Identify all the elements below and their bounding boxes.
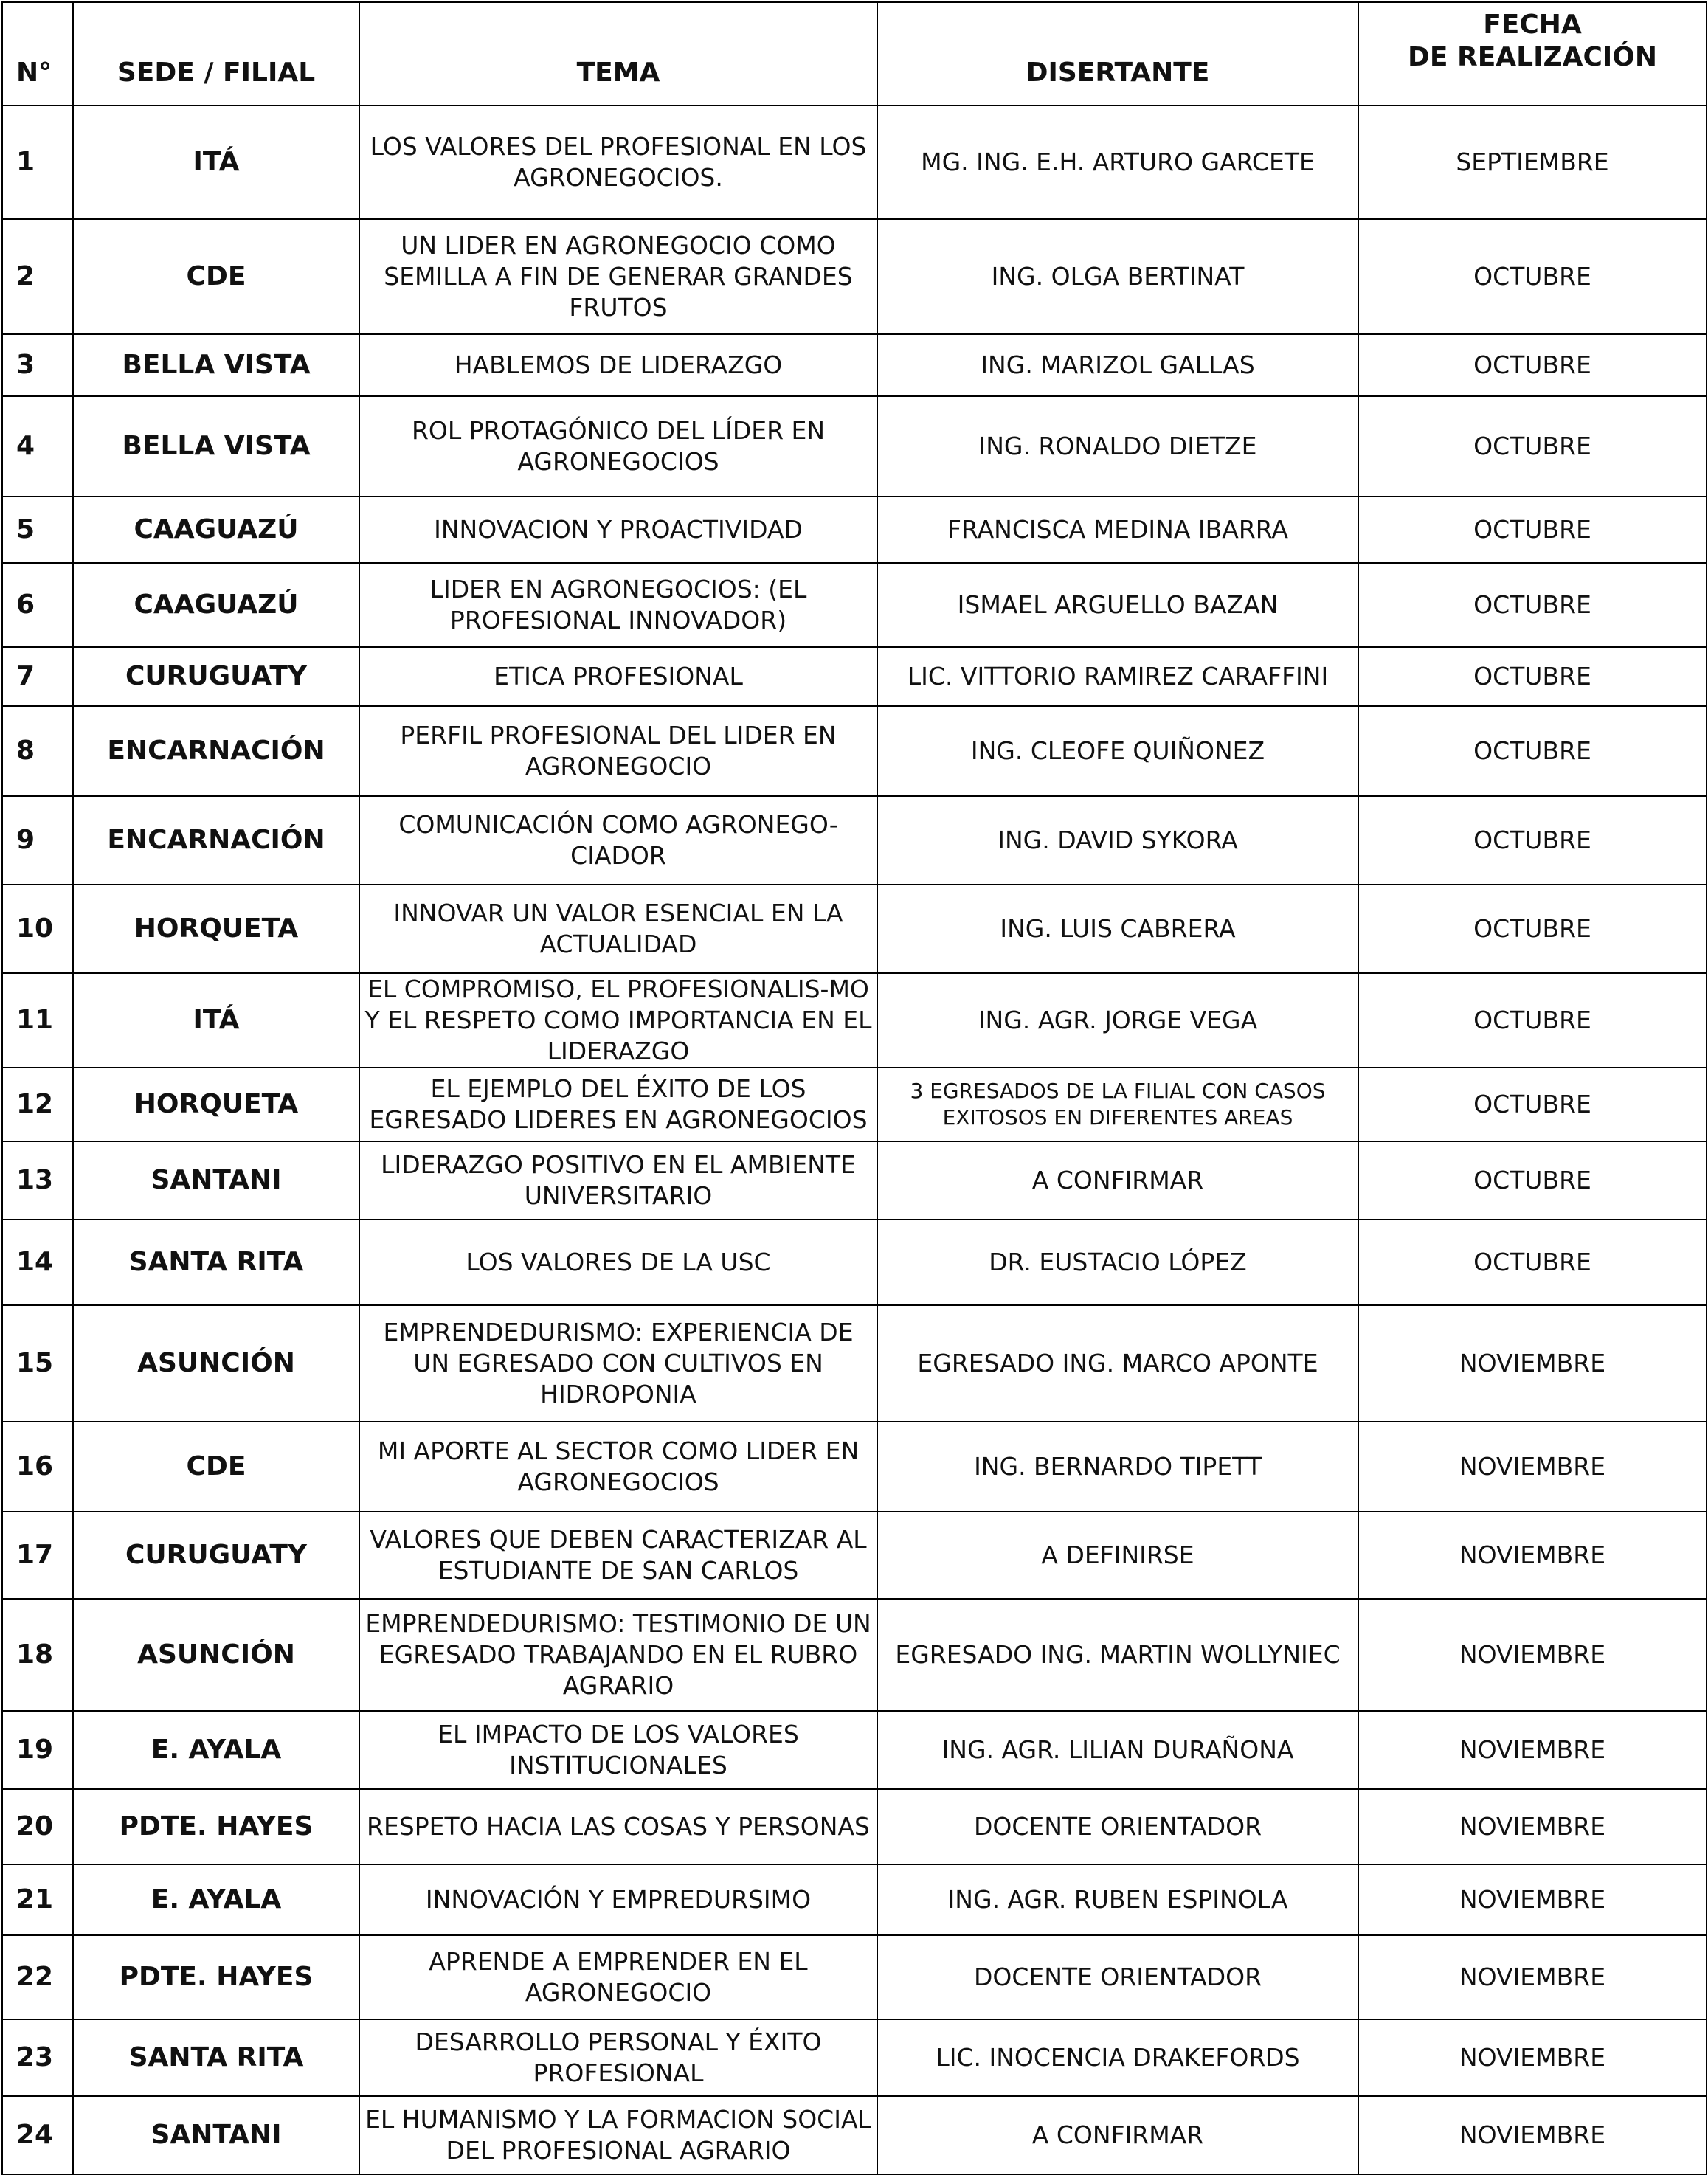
row-number: 15 [2,1305,73,1422]
row-sede: SANTA RITA [73,1220,359,1305]
row-tema: EL IMPACTO DE LOS VALORES INSTITUCIONALES [359,1711,877,1789]
row-number: 22 [2,1935,73,2019]
row-disertante: A DEFINIRSE [877,1512,1358,1599]
row-fecha: OCTUBRE [1358,1141,1707,1220]
row-disertante: ING. DAVID SYKORA [877,796,1358,885]
row-tema: ETICA PROFESIONAL [359,647,877,706]
row-sede: CAAGUAZÚ [73,563,359,647]
header-fecha [1358,2,1707,106]
table-row [2,106,1707,219]
row-sede: BELLA VISTA [73,396,359,497]
row-tema: RESPETO HACIA LAS COSAS Y PERSONAS [359,1789,877,1864]
row-sede: ENCARNACIÓN [73,796,359,885]
table-row [2,1789,1707,1864]
table-row [2,1599,1707,1711]
table-row [2,396,1707,497]
schedule-table [1,1,1707,2175]
table-row [2,219,1707,334]
table-row [2,1068,1707,1141]
row-number: 6 [2,563,73,647]
row-fecha: OCTUBRE [1358,563,1707,647]
row-tema: INNOVAR UN VALOR ESENCIAL EN LA ACTUALIDAD [359,885,877,973]
table-row [2,1141,1707,1220]
row-fecha: NOVIEMBRE [1358,2096,1707,2174]
header-sede: SEDE / FILIAL [73,2,359,106]
row-number: 17 [2,1512,73,1599]
row-number: 7 [2,647,73,706]
row-tema: INNOVACION Y PROACTIVIDAD [359,497,877,563]
table-row [2,973,1707,1068]
row-disertante: ING. AGR. RUBEN ESPINOLA [877,1864,1358,1935]
row-fecha: NOVIEMBRE [1358,1864,1707,1935]
row-sede: CDE [73,1422,359,1512]
row-fecha: NOVIEMBRE [1358,1599,1707,1711]
row-sede: CAAGUAZÚ [73,497,359,563]
row-sede: HORQUETA [73,885,359,973]
table-row [2,497,1707,563]
row-sede: ITÁ [73,973,359,1068]
row-fecha: OCTUBRE [1358,885,1707,973]
row-disertante: ING. BERNARDO TIPETT [877,1422,1358,1512]
row-fecha: OCTUBRE [1358,1220,1707,1305]
table-row [2,1512,1707,1599]
row-disertante: ING. LUIS CABRERA [877,885,1358,973]
row-fecha: NOVIEMBRE [1358,1512,1707,1599]
row-fecha: NOVIEMBRE [1358,2019,1707,2096]
row-fecha: OCTUBRE [1358,706,1707,796]
row-sede: CDE [73,219,359,334]
header-tema: TEMA [359,2,877,106]
row-disertante: FRANCISCA MEDINA IBARRA [877,497,1358,563]
row-fecha: NOVIEMBRE [1358,1935,1707,2019]
row-tema: LOS VALORES DE LA USC [359,1220,877,1305]
row-number: 14 [2,1220,73,1305]
row-tema: INNOVACIÓN Y EMPREDURSIMO [359,1864,877,1935]
row-number: 5 [2,497,73,563]
row-sede: ASUNCIÓN [73,1599,359,1711]
row-sede: BELLA VISTA [73,334,359,396]
row-sede: HORQUETA [73,1068,359,1141]
row-tema: EMPRENDEDURISMO: EXPERIENCIA DE UN EGRESADO CON CULTIVOS EN HIDROPONIA [359,1305,877,1422]
header-fecha-line2: DE REALIZACIÓN [1407,42,1658,72]
row-fecha: NOVIEMBRE [1358,1422,1707,1512]
row-number: 10 [2,885,73,973]
table-row [2,796,1707,885]
row-tema: DESARROLLO PERSONAL Y ÉXITO PROFESIONAL [359,2019,877,2096]
row-sede: SANTANI [73,2096,359,2174]
row-tema: LOS VALORES DEL PROFESIONAL EN LOS AGRONEGOCIOS. [359,106,877,219]
table-row [2,334,1707,396]
row-number: 8 [2,706,73,796]
row-tema: EMPRENDEDURISMO: TESTIMONIO DE UN EGRESADO TRABAJANDO EN EL RUBRO AGRARIO [359,1599,877,1711]
table-row [2,706,1707,796]
row-disertante: DOCENTE ORIENTADOR [877,1935,1358,2019]
row-sede: ASUNCIÓN [73,1305,359,1422]
row-number: 9 [2,796,73,885]
row-number: 11 [2,973,73,1068]
table-row [2,2019,1707,2096]
row-sede: PDTE. HAYES [73,1935,359,2019]
row-disertante: ISMAEL ARGUELLO BAZAN [877,563,1358,647]
row-tema: LIDERAZGO POSITIVO EN EL AMBIENTE UNIVERSITARIO [359,1141,877,1220]
row-sede: CURUGUATY [73,1512,359,1599]
row-number: 21 [2,1864,73,1935]
row-sede: E. AYALA [73,1711,359,1789]
row-disertante: EGRESADO ING. MARCO APONTE [877,1305,1358,1422]
table-row [2,563,1707,647]
row-disertante: ING. MARIZOL GALLAS [877,334,1358,396]
table-row [2,647,1707,706]
row-sede: ENCARNACIÓN [73,706,359,796]
row-tema: EL EJEMPLO DEL ÉXITO DE LOS EGRESADO LIDERES EN AGRONEGOCIOS [359,1068,877,1141]
row-number: 18 [2,1599,73,1711]
row-tema: EL COMPROMISO, EL PROFESIONALIS-MO Y EL RESPETO COMO IMPORTANCIA EN EL LIDERAZGO [359,973,877,1068]
row-fecha: OCTUBRE [1358,796,1707,885]
row-sede: ITÁ [73,106,359,219]
row-number: 13 [2,1141,73,1220]
row-disertante: LIC. INOCENCIA DRAKEFORDS [877,2019,1358,2096]
row-tema: APRENDE A EMPRENDER EN EL AGRONEGOCIO [359,1935,877,2019]
row-tema: VALORES QUE DEBEN CARACTERIZAR AL ESTUDIANTE DE SAN CARLOS [359,1512,877,1599]
row-sede: E. AYALA [73,1864,359,1935]
row-tema: COMUNICACIÓN COMO AGRONEGO-CIADOR [359,796,877,885]
row-tema: MI APORTE AL SECTOR COMO LIDER EN AGRONEGOCIOS [359,1422,877,1512]
header-fecha-line1: FECHA [1483,10,1582,40]
table-row [2,1305,1707,1422]
row-fecha: OCTUBRE [1358,647,1707,706]
row-disertante: ING. AGR. JORGE VEGA [877,973,1358,1068]
table-row [2,2096,1707,2174]
row-number: 20 [2,1789,73,1864]
row-disertante: DOCENTE ORIENTADOR [877,1789,1358,1864]
row-disertante: ING. CLEOFE QUIÑONEZ [877,706,1358,796]
row-number: 23 [2,2019,73,2096]
row-fecha: OCTUBRE [1358,396,1707,497]
row-fecha: OCTUBRE [1358,973,1707,1068]
row-number: 3 [2,334,73,396]
row-tema: LIDER EN AGRONEGOCIOS: (EL PROFESIONAL INNOVADOR) [359,563,877,647]
row-sede: PDTE. HAYES [73,1789,359,1864]
row-disertante: LIC. VITTORIO RAMIREZ CARAFFINI [877,647,1358,706]
table-row [2,885,1707,973]
table-row [2,1422,1707,1512]
header-num: N° [2,2,73,106]
row-disertante: ING. AGR. LILIAN DURAÑONA [877,1711,1358,1789]
header-disertante: DISERTANTE [877,2,1358,106]
row-fecha: OCTUBRE [1358,1068,1707,1141]
row-sede: SANTA RITA [73,2019,359,2096]
row-disertante: ING. RONALDO DIETZE [877,396,1358,497]
table-row [2,1864,1707,1935]
row-number: 12 [2,1068,73,1141]
row-disertante: 3 EGRESADOS DE LA FILIAL CON CASOS EXITOSOS EN DIFERENTES AREAS [877,1068,1358,1141]
row-fecha: NOVIEMBRE [1358,1305,1707,1422]
row-tema: PERFIL PROFESIONAL DEL LIDER EN AGRONEGOCIO [359,706,877,796]
row-number: 16 [2,1422,73,1512]
header-row [2,2,1707,106]
row-number: 24 [2,2096,73,2174]
row-tema: ROL PROTAGÓNICO DEL LÍDER EN AGRONEGOCIOS [359,396,877,497]
row-fecha: NOVIEMBRE [1358,1789,1707,1864]
row-number: 2 [2,219,73,334]
row-number: 19 [2,1711,73,1789]
row-disertante: A CONFIRMAR [877,1141,1358,1220]
row-disertante: A CONFIRMAR [877,2096,1358,2174]
table-row [2,1220,1707,1305]
table-row [2,1711,1707,1789]
row-disertante: EGRESADO ING. MARTIN WOLLYNIEC [877,1599,1358,1711]
row-fecha: OCTUBRE [1358,334,1707,396]
row-fecha: OCTUBRE [1358,497,1707,563]
row-number: 1 [2,106,73,219]
row-tema: UN LIDER EN AGRONEGOCIO COMO SEMILLA A FIN DE GENERAR GRANDES FRUTOS [359,219,877,334]
table-row [2,1935,1707,2019]
row-fecha: OCTUBRE [1358,219,1707,334]
row-number: 4 [2,396,73,497]
row-tema: EL HUMANISMO Y LA FORMACION SOCIAL DEL PROFESIONAL AGRARIO [359,2096,877,2174]
row-tema: HABLEMOS DE LIDERAZGO [359,334,877,396]
row-disertante: DR. EUSTACIO LÓPEZ [877,1220,1358,1305]
row-fecha: NOVIEMBRE [1358,1711,1707,1789]
row-disertante: ING. OLGA BERTINAT [877,219,1358,334]
row-disertante: MG. ING. E.H. ARTURO GARCETE [877,106,1358,219]
row-sede: SANTANI [73,1141,359,1220]
row-sede: CURUGUATY [73,647,359,706]
row-fecha: SEPTIEMBRE [1358,106,1707,219]
